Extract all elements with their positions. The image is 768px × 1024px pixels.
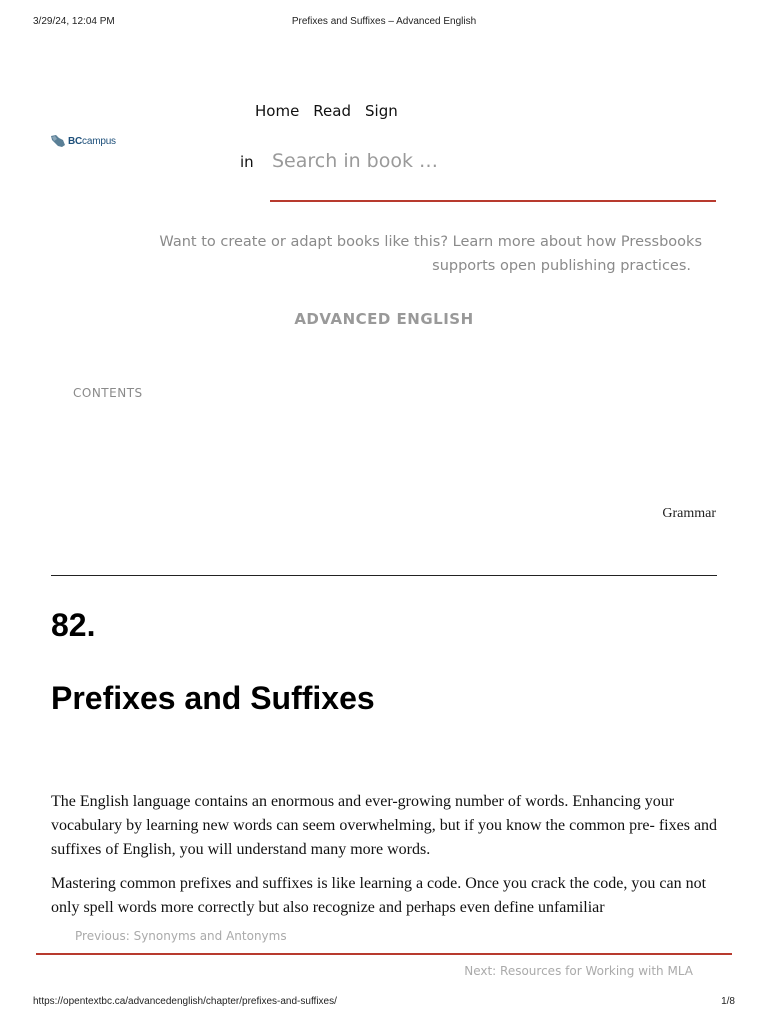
print-page-title: Prefixes and Suffixes – Advanced English [291, 16, 477, 27]
logo-text: BCcampus [68, 135, 116, 147]
bccampus-logo[interactable] [50, 134, 116, 148]
pressbooks-promo[interactable] [60, 230, 702, 278]
part-label: Grammar [662, 506, 716, 521]
book-title[interactable]: ADVANCED ENGLISH [294, 310, 474, 328]
promo-line-2: supports open publishing practices. [432, 258, 691, 274]
paragraph-1: The English language contains an enormous and ever-growing number of words. Enhancing your vocabulary by learning new words can seem overwhelming, but if you know the common pre- fixes and suffixes of English, you will understand many more words. [51, 793, 718, 858]
nav-home[interactable]: Home [255, 102, 300, 120]
bc-map-icon [50, 134, 66, 148]
previous-chapter-link[interactable]: Previous: Synonyms and Antonyms [75, 929, 287, 943]
contents-toggle[interactable]: CONTENTS [73, 386, 143, 400]
nav-sign-in[interactable]: Sign [365, 102, 398, 120]
print-datetime: 3/29/24, 12:04 PM [33, 16, 115, 27]
nav-read[interactable]: Read [313, 102, 351, 120]
search-input[interactable] [270, 146, 714, 176]
print-page-number: 1/8 [721, 996, 735, 1007]
header-divider [51, 575, 717, 576]
main-nav [255, 102, 398, 120]
next-chapter-link[interactable]: Next: Resources for Working with MLA [464, 964, 693, 978]
nav-divider [36, 953, 732, 955]
promo-line-1: Want to create or adapt books like this? Learn more about how Pressbooks [159, 234, 702, 250]
chapter-title: Prefixes and Suffixes [51, 680, 375, 716]
print-url: https://opentextbc.ca/advancedenglish/chapter/prefixes-and-suffixes/ [33, 996, 337, 1007]
paragraph-2: Mastering common prefixes and suffixes is like learning a code. Once you crack the code, you can not only spell words more correctly but also recognize and perhaps even define unfamiliar [51, 875, 707, 916]
search-box [270, 144, 716, 202]
nav-sign-in-overflow[interactable]: in [240, 153, 254, 171]
chapter-content [51, 790, 719, 918]
chapter-number: 82. [51, 607, 96, 643]
